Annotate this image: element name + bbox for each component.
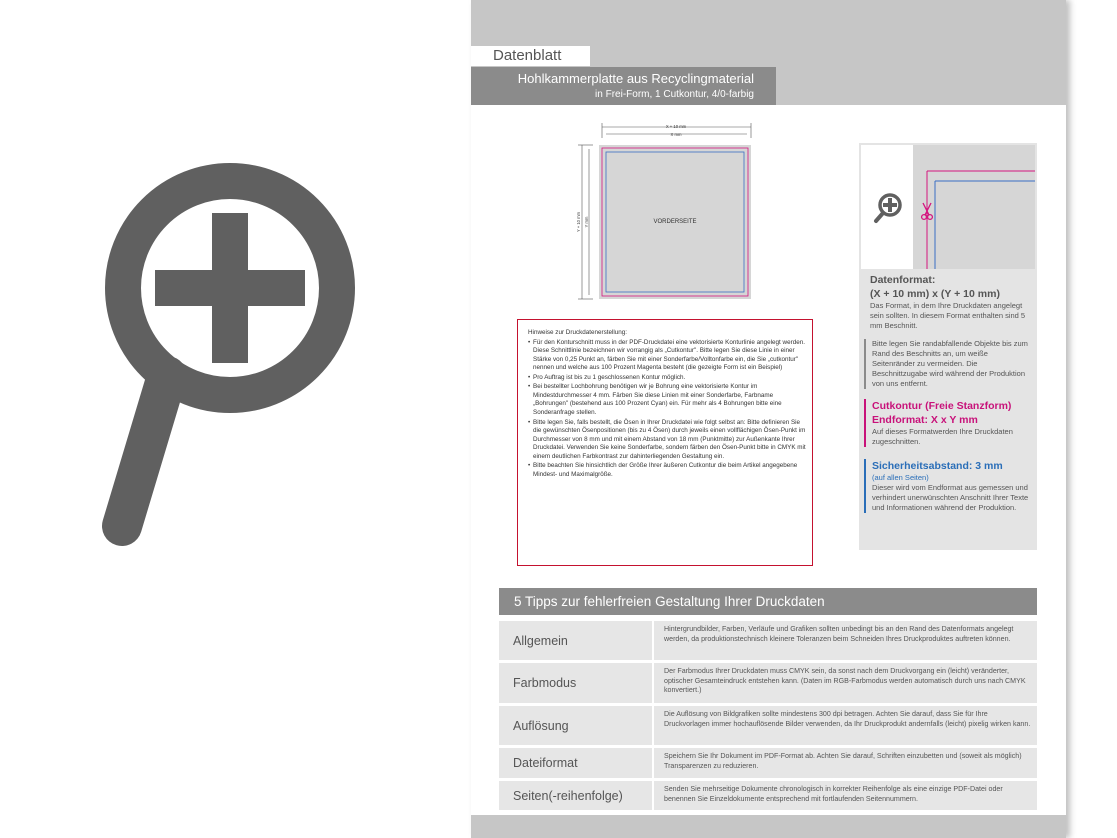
bleed-note: Bitte legen Sie randabfallende Objekte bis zum Rand des Beschnitts an, um weiße Seitenränder zu vermeiden. Die Beschnittzugabe wird während der Produktion von uns entfernt. bbox=[872, 339, 1028, 388]
datasheet-subtitle-bar bbox=[471, 67, 776, 105]
product-title: Hohlkammerplatte aus Recyclingmaterial bbox=[517, 71, 754, 86]
datenformat-title: Datenformat: bbox=[870, 274, 936, 286]
height-outer-label: Y + 10 mm bbox=[576, 211, 581, 233]
tip-row bbox=[499, 748, 1037, 778]
datenformat-formula: (X + 10 mm) x (Y + 10 mm) bbox=[870, 288, 1000, 300]
tip-text: Die Auflösung von Bildgrafiken sollte mindestens 300 dpi betragen. Achten Sie darauf, dass Sie für Ihre Druckvorlagen immer hochauflösende Bilder verwenden, da Ihr Druckprodukt andernfalls (leicht) pixelig wirken kann. bbox=[654, 706, 1037, 745]
tip-label: Auflösung bbox=[499, 706, 652, 745]
tip-text: Speichern Sie Ihr Dokument im PDF-Format ab. Achten Sie darauf, Schriften einzubetten und (soweit als möglich) Transparenzen zu reduzieren. bbox=[654, 748, 1037, 778]
tip-row bbox=[499, 781, 1037, 810]
zoom-in-icon bbox=[876, 195, 900, 221]
tip-label: Seiten(-reihenfolge) bbox=[499, 781, 652, 810]
zoom-in-icon[interactable] bbox=[100, 118, 360, 548]
datasheet-page bbox=[471, 0, 1066, 838]
print-data-hints bbox=[517, 319, 813, 566]
format-info-text bbox=[859, 273, 1037, 513]
safety-margin-title: Sicherheitsabstand: 3 mm bbox=[872, 460, 1003, 472]
height-inner-label: Y mm bbox=[584, 216, 589, 228]
format-diagram bbox=[575, 120, 755, 305]
datenformat-desc: Das Format, in dem Ihre Druckdaten angelegt sein sollten. In diesem Format enthalten sind 5 mm Beschnitt. bbox=[870, 301, 1026, 330]
tips-heading: 5 Tipps zur fehlerfreien Gestaltung Ihrer Druckdaten bbox=[499, 588, 1037, 615]
format-info-panel bbox=[859, 143, 1037, 550]
corner-detail-image bbox=[861, 145, 1035, 269]
width-inner-label: X mm bbox=[670, 132, 682, 137]
tip-text: Hintergrundbilder, Farben, Verläufe und Grafiken sollten unbedingt bis an den Rand des Datenformats angelegt werden, da produktionstechnisch kleinere Toleranzen beim Schneiden Ihres Druckproduktes auftreten können. bbox=[654, 621, 1037, 660]
tip-text: Der Farbmodus Ihrer Druckdaten muss CMYK sein, da sonst nach dem Druckvorgang ein (leicht) veränderter, optischer Gesamteindruck entstehen kann. (Daten im RGB-Farbmodus werden automatisch durch uns nach CMYK konvertiert.) bbox=[654, 663, 1037, 703]
front-side-label: VORDERSEITE bbox=[653, 219, 697, 225]
tip-label: Allgemein bbox=[499, 621, 652, 660]
hints-title: Hinweise zur Druckdatenerstellung: bbox=[528, 329, 628, 336]
hint-item: • Bei bestellter Lochbohrung benötigen wir je Bohrung eine vektorisierte Kontur im Mindestdurchmesser 4 mm. Färben Sie diese Linien mit einer Sonderfarbe, Farbname „Bohrungen" (bestehend aus 100 Prozent Cyan) ein. Für mehr als 4 Bohrungen bitte eine Sonderanfrage stellen. bbox=[528, 383, 806, 417]
page-header bbox=[471, 0, 1066, 105]
hints-list bbox=[528, 339, 806, 480]
product-variant: in Frei-Form, 1 Cutkontur, 4/0-farbig bbox=[595, 89, 754, 100]
safety-margin-sub: (auf allen Seiten) bbox=[872, 473, 929, 482]
cut-contour-title: Cutkontur (Freie Stanzform) bbox=[872, 400, 1012, 412]
width-outer-label: X + 10 mm bbox=[665, 124, 687, 129]
cut-contour-section bbox=[864, 399, 1031, 447]
tip-row bbox=[499, 621, 1037, 660]
tip-label: Dateiformat bbox=[499, 748, 652, 778]
tip-label: Farbmodus bbox=[499, 663, 652, 703]
tip-text: Senden Sie mehrseitige Dokumente chronologisch in korrekter Reihenfolge als eine einzige PDF-Datei oder benennen Sie Einzeldokumente entsprechend mit fortlaufenden Seitennummern. bbox=[654, 781, 1037, 810]
datasheet-title: Datenblatt bbox=[471, 46, 590, 66]
cut-contour-format: Endformat: X x Y mm bbox=[872, 414, 978, 426]
hint-item: • Für den Konturschnitt muss in der PDF-Druckdatei eine vektorisierte Konturlinie angelegt werden. Diese Schnittlinie bezeichnen wir vorrangig als „Cutkontur". Bitte legen Sie diese Linie in einer Stärke von 0,25 Punkt an, färben Sie mit einer Sonderfarbe/Volltonfarbe ein, die Sie „cutkontur" nennen und welche aus 100 Prozent Magenta besteht (die gezeigte Form ist ein Beispiel) bbox=[528, 339, 806, 373]
hint-item: • Bitte beachten Sie hinsichtlich der Größe Ihrer äußeren Cutkontur die beim Artikel angegebene Mindest- und Maximalgröße. bbox=[528, 462, 806, 479]
tip-row bbox=[499, 663, 1037, 703]
safety-margin-desc: Dieser wird vom Endformat aus gemessen und verhindert unerwünschten Anschnitt Ihrer Texte und Informationen während der Produktion. bbox=[872, 483, 1029, 512]
tip-row bbox=[499, 706, 1037, 745]
bleed-note-section bbox=[864, 339, 1031, 389]
cut-contour-desc: Auf dieses Formatwerden Ihre Druckdaten zugeschnitten. bbox=[872, 427, 1013, 446]
page-footer bbox=[471, 815, 1066, 838]
datenformat-section bbox=[864, 273, 1031, 331]
hint-item: • Pro Auftrag ist bis zu 1 geschlossenen Kontur möglich. bbox=[528, 374, 806, 383]
hint-item: • Bitte legen Sie, falls bestellt, die Ösen in Ihrer Druckdatei wie folgt selbst an: Bitte definieren Sie die gewünschten Ösenpositionen (bis zu 4 Ösen) durch jeweils einen vollflächigen Ösen-Punkt im Durchmesser von 8 mm und mit einem Abstand von 18 mm (Punktmitte) zur Außenkante Ihrer Druckdatei. Verwenden Sie keine Sonderfarbe, sondern färben den Ösen-Punkt bitte in CMYK mit einem deutlichen Farbkontrast zur dahinterliegenden Gestaltung ein. bbox=[528, 419, 806, 462]
safety-margin-section bbox=[864, 459, 1031, 513]
